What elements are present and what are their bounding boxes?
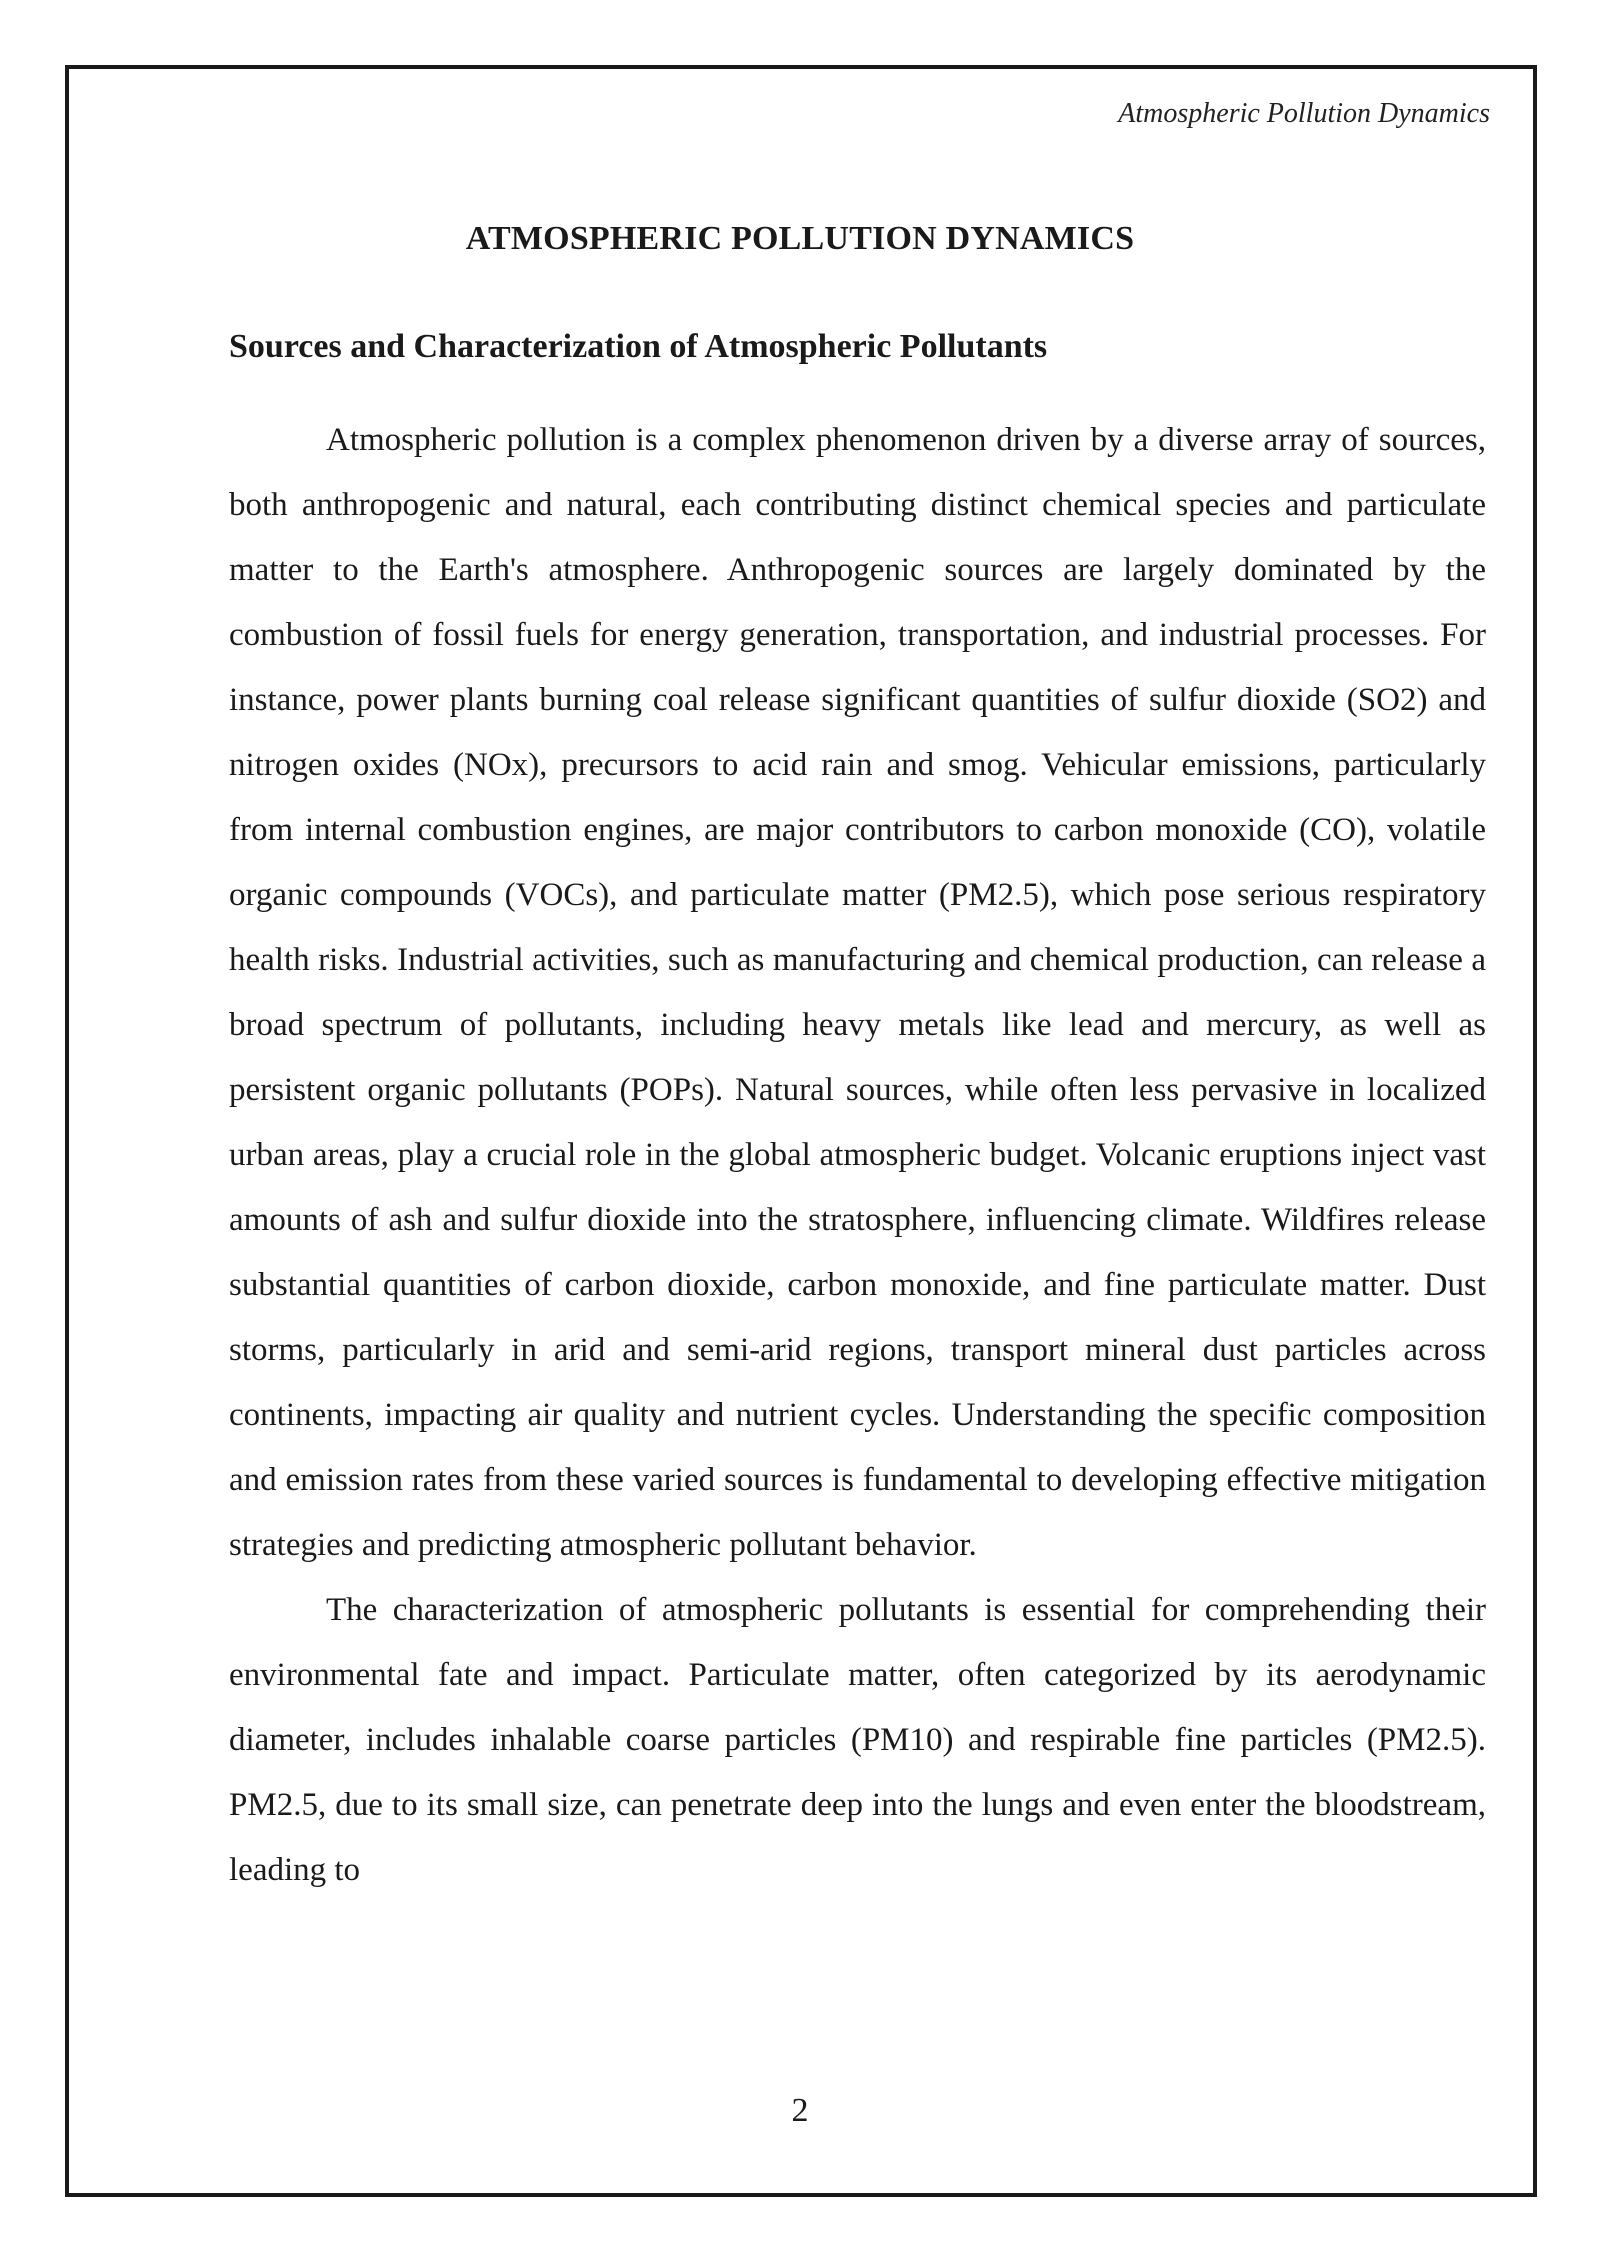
paragraph-1: Atmospheric pollution is a complex phenomenon driven by a diverse array of sources, both anthropogenic and natural, each contributing distinct chemical species and particulate matter to the Earth's atmosphere. Anthropogenic sources are largely dominated by the combustion of fossil fuels for energy generation, transportation, and industrial processes. For instance, power plants burning coal release significant quantities of sulfur dioxide (SO2) and nitrogen oxides (NOx), precursors to acid rain and smog. Vehicular emissions, particularly from internal combustion engines, are major contributors to carbon monoxide (CO), volatile organic compounds (VOCs), and particulate matter (PM2.5), which pose serious respiratory health risks. Industrial activities, such as manufacturing and chemical production, can release a broad spectrum of pollutants, including heavy metals like lead and mercury, as well as persistent organic pollutants (POPs). Natural sources, while often less pervasive in localized urban areas, play a crucial role in the global atmospheric budget. Volcanic eruptions inject vast amounts of ash and sulfur dioxide into the stratosphere, influencing climate. Wildfires release substantial quantities of carbon dioxide, carbon monoxide, and fine particulate matter. Dust storms, particularly in arid and semi-arid regions, transport mineral dust particles across continents, impacting air quality and nutrient cycles. Understanding the specific composition and emission rates from these varied sources is fundamental to developing effective mitigation strategies and predicting atmospheric pollutant behavior. xyxy=(229,422,1486,1563)
page-number: 2 xyxy=(791,2092,809,2129)
body-text xyxy=(229,408,1486,1903)
paragraph-2: The characterization of atmospheric pollutants is essential for comprehending their environmental fate and impact. Particulate matter, often categorized by its aerodynamic diameter, includes inhalable coarse particles (PM10) and respirable fine particles (PM2.5). PM2.5, due to its small size, can penetrate deep into the lungs and even enter the bloodstream, leading to xyxy=(229,1592,1486,1888)
document-title: ATMOSPHERIC POLLUTION DYNAMICS xyxy=(465,220,1135,257)
section-heading: Sources and Characterization of Atmospheric Pollutants xyxy=(229,328,1048,365)
running-header: Atmospheric Pollution Dynamics xyxy=(1118,98,1490,129)
